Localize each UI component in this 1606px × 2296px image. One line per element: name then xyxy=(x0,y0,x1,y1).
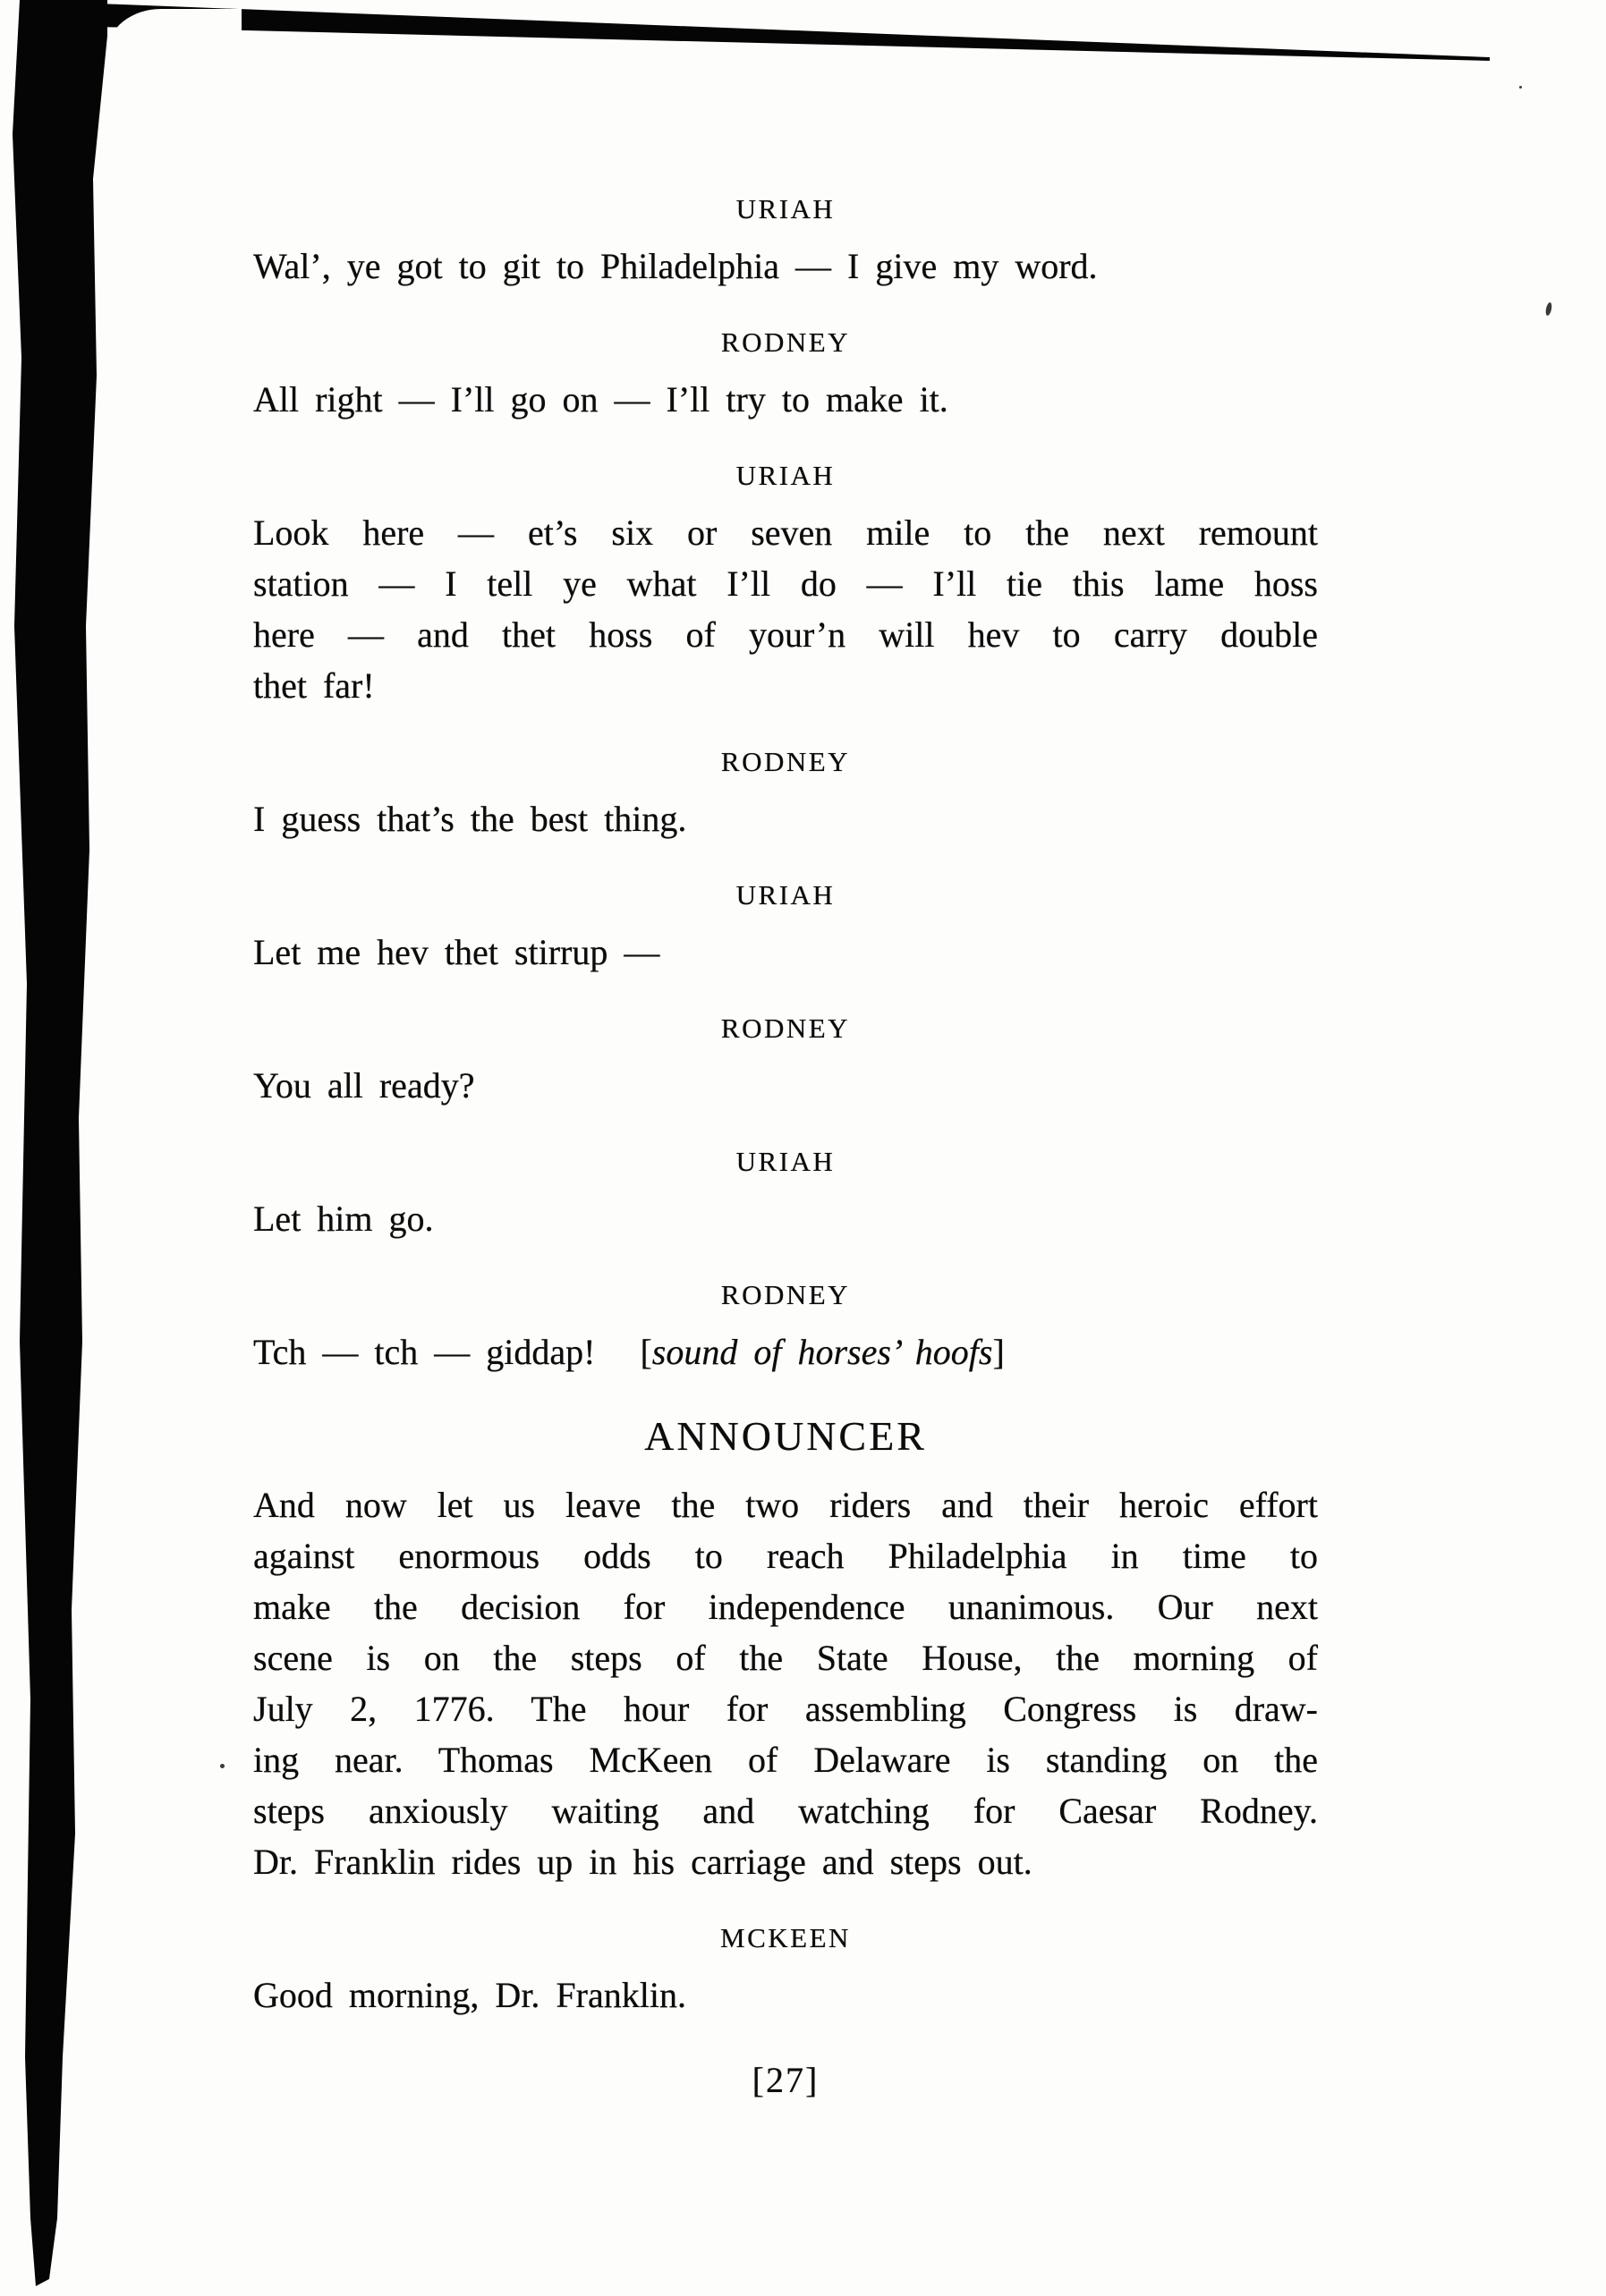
dialogue-block xyxy=(253,507,1318,711)
dialogue-line: I guess that’s the best thing. xyxy=(253,799,687,839)
page-corner xyxy=(107,9,242,76)
dialogue-block xyxy=(253,1060,1318,1111)
speaker-name: URIAH xyxy=(735,1146,836,1177)
dialogue-line: Wal’, ye got to git to Philadelphia — I give my word. xyxy=(253,246,1098,286)
scan-noise-speck xyxy=(220,1764,225,1768)
paragraph-line: steps anxiously waiting and watching for Caesar Rodney. xyxy=(253,1791,1318,1831)
speaker-name: RODNEY xyxy=(720,1279,851,1310)
scan-top-edge xyxy=(98,0,1499,80)
dialogue-block xyxy=(253,241,1318,292)
dialogue-line: All right — I’ll go on — I’ll try to make it. xyxy=(253,379,948,419)
scan-noise-speck xyxy=(1545,302,1553,317)
dialogue-block xyxy=(253,1326,1318,1377)
paragraph-line: scene is on the steps of the State House, the morning of xyxy=(253,1638,1318,1678)
dialogue-line: Let me hev thet stirrup — xyxy=(253,932,660,972)
paragraph-line: Dr. Franklin rides up in his carriage and steps out. xyxy=(253,1842,1032,1882)
dialogue-block xyxy=(253,374,1318,425)
page-number: [27] xyxy=(752,2060,820,2100)
dialogue-line: thet far! xyxy=(253,665,375,706)
dialogue-line: You all ready? xyxy=(253,1065,475,1106)
dialogue-line: Look here — et’s six or seven mile to the next remount xyxy=(253,513,1318,553)
speaker-name: URIAH xyxy=(735,193,836,225)
scan-top-edge-shape xyxy=(98,0,1499,80)
speaker-name: MCKEEN xyxy=(720,1922,851,1953)
paragraph-line: ing near. Thomas McKeen of Delaware is standing on the xyxy=(253,1740,1318,1780)
dialogue-block xyxy=(253,1193,1318,1244)
speaker-name: URIAH xyxy=(735,460,836,491)
script-text-column xyxy=(253,192,1318,2105)
paragraph-line: against enormous odds to reach Philadelphia in time to xyxy=(253,1536,1318,1576)
announcer-paragraph xyxy=(253,1479,1318,1887)
speaker-name: RODNEY xyxy=(720,326,851,358)
dialogue-block xyxy=(253,927,1318,978)
paragraph-line: make the decision for independence unanimous. Our next xyxy=(253,1587,1318,1627)
stage-direction-bracket: ] xyxy=(992,1332,1005,1372)
dialogue-line: Good morning, Dr. Franklin. xyxy=(253,1975,686,2015)
speaker-name: RODNEY xyxy=(720,746,851,777)
dialogue-line: Let him go. xyxy=(253,1199,434,1239)
stage-direction: sound of horses’ hoofs xyxy=(651,1332,993,1372)
speaker-name-announcer: ANNOUNCER xyxy=(644,1413,927,1459)
scan-noise-speck xyxy=(1519,86,1522,89)
speaker-name: RODNEY xyxy=(720,1012,851,1044)
stage-direction-bracket: [ xyxy=(640,1332,652,1372)
speaker-name: URIAH xyxy=(735,879,836,911)
dialogue-block xyxy=(253,1970,1318,2021)
dialogue-block xyxy=(253,793,1318,844)
paragraph-line: July 2, 1776. The hour for assembling Congress is draw- xyxy=(253,1689,1318,1729)
scan-gutter-shadow xyxy=(0,0,116,2296)
dialogue-line: here — and thet hoss of your’n will hev to carry double xyxy=(253,614,1318,655)
dialogue-line xyxy=(253,1326,1318,1377)
paragraph-line: And now let us leave the two riders and their heroic effort xyxy=(253,1485,1318,1525)
dialogue-text: Tch — tch — giddap! xyxy=(253,1332,596,1372)
dialogue-line: station — I tell ye what I’ll do — I’ll tie this lame hoss xyxy=(253,563,1318,604)
